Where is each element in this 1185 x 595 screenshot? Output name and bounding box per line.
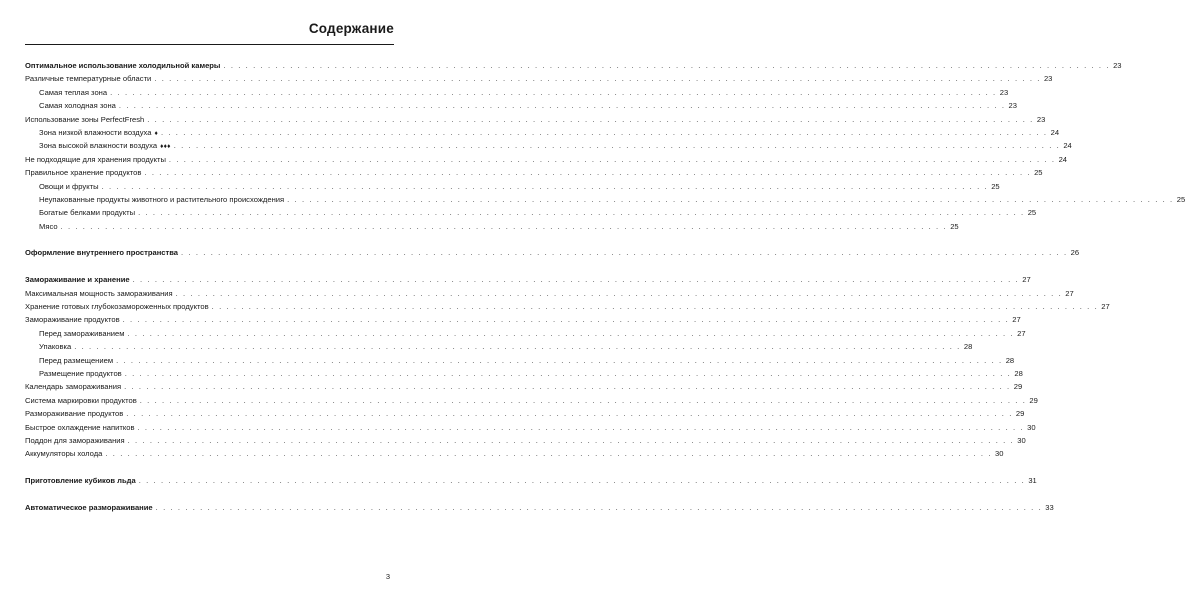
toc-entry-label: Быстрое охлаждение напитков [25, 422, 135, 432]
toc-entry-page: 28 [1014, 368, 1023, 378]
toc-entry-label: Аккумуляторы холода [25, 449, 103, 459]
dot-leader: . . . . . . . . . . . . . . . . . . . . . . . . . . . . . . . . . . . . . . . . . . . . . . . . . . . . . . . . . . . . . . . . . . . . . . . . . . . . . . . . . . . . . . . . . . . . . . . . . . . . . . . . . . . . . . . . . . . . . . . . [154, 74, 1041, 84]
toc-entry [25, 180, 1000, 193]
dot-leader: . . . . . . . . . . . . . . . . . . . . . . . . . . . . . . . . . . . . . . . . . . . . . . . . . . . . . . . . . . . . . . . . . . . . . . . . . . . . . . . . . . . . . . . . . . . . . . . . . . . . . . . . . . . . . . . . . . . . . . . . [126, 409, 1013, 419]
toc-entry-page: 25 [1027, 208, 1037, 218]
toc-entry [25, 327, 1026, 340]
toc-entry [25, 394, 1038, 407]
toc-entry-page: 23 [1008, 101, 1017, 111]
toc-entry-page: 25 [1176, 194, 1185, 204]
toc-entry-page: 27 [1022, 275, 1031, 285]
dot-leader: . . . . . . . . . . . . . . . . . . . . . . . . . . . . . . . . . . . . . . . . . . . . . . . . . . . . . . . . . . . . . . . . . . . . . . . . . . . . . . . . . . . . . . . . . . . . . . . . . . . . . . . . . . . . . . . . . . . . . . . . [223, 61, 1111, 70]
toc-entry-page: 28 [963, 342, 973, 352]
toc-entry-label: Автоматическое размораживание [25, 502, 153, 512]
dot-leader: . . . . . . . . . . . . . . . . . . . . . . . . . . . . . . . . . . . . . . . . . . . . . . . . . . . . . . . . . . . . . . . . . . . . . . . . . . . . . . . . . . . . . . . . . . . . . . . . . . . . . . . . . . . . . . . . . . . . . . . . [60, 221, 948, 231]
dot-leader: . . . . . . . . . . . . . . . . . . . . . . . . . . . . . . . . . . . . . . . . . . . . . . . . . . . . . . . . . . . . . . . . . . . . . . . . . . . . . . . . . . . . . . . . . . . . . . . . . . . . . . . . . . . . . . . . . . . . . . . . [127, 435, 1015, 445]
toc-entry-page: 27 [1065, 288, 1074, 298]
toc-entry [25, 447, 1004, 460]
toc-entry-page: 29 [1029, 395, 1038, 405]
toc-entry [25, 139, 1072, 152]
toc-entry-label: Размещение продуктов [39, 368, 122, 378]
toc-entry-label: Не подходящие для хранения продукты [25, 154, 166, 164]
dot-leader: . . . . . . . . . . . . . . . . . . . . . . . . . . . . . . . . . . . . . . . . . . . . . . . . . . . . . . . . . . . . . . . . . . . . . . . . . . . . . . . . . . . . . . . . . . . . . . . . . . . . . . . . . . . . . . . . . . . . . . . . [287, 194, 1174, 204]
toc-entry [25, 300, 1110, 313]
toc-entry-label: Приготовление кубиков льда [25, 476, 136, 486]
toc-entry-page: 25 [1034, 168, 1043, 178]
toc-entry-label: Замораживание продуктов [25, 315, 120, 325]
toc-entry [25, 380, 1023, 393]
toc-entry-label: Правильное хранение продуктов [25, 168, 142, 178]
dot-leader: . . . . . . . . . . . . . . . . . . . . . . . . . . . . . . . . . . . . . . . . . . . . . . . . . . . . . . . . . . . . . . . . . . . . . . . . . . . . . . . . . . . . . . . . . . . . . . . . . . . . . . . . . . . . . . . . . . . . . . . . [122, 315, 1010, 325]
dot-leader: . . . . . . . . . . . . . . . . . . . . . . . . . . . . . . . . . . . . . . . . . . . . . . . . . . . . . . . . . . . . . . . . . . . . . . . . . . . . . . . . . . . . . . . . . . . . . . . . . . . . . . . . . . . . . . . . . . . . . . . . [139, 395, 1027, 405]
toc-entry [25, 206, 1037, 219]
toc-entry-page: 29 [1013, 382, 1023, 392]
dot-leader: . . . . . . . . . . . . . . . . . . . . . . . . . . . . . . . . . . . . . . . . . . . . . . . . . . . . . . . . . . . . . . . . . . . . . . . . . . . . . . . . . . . . . . . . . . . . . . . . . . . . . . . . . . . . . . . . . . . . . . . . [211, 302, 1099, 312]
toc-entry-page: 26 [1070, 248, 1080, 258]
toc-entry-label: Неупакованные продукты животного и растительного происхождения [39, 194, 285, 204]
toc-entry-page: 28 [1005, 355, 1015, 365]
toc-entry [25, 287, 1074, 300]
toc-entry-page: 23 [1043, 74, 1053, 84]
toc-entry-label: Поддон для замораживания [25, 435, 125, 445]
toc-entry-label: Система маркировки продуктов [25, 395, 137, 405]
toc-entry-label: Богатые белками продукты [39, 208, 136, 218]
toc-entry-label: Замораживание и хранение [25, 275, 130, 285]
toc-entry-page: 30 [1027, 422, 1036, 432]
toc-entry-page: 24 [1063, 141, 1072, 151]
triple-droplet-icon: ♦♦♦ [160, 143, 171, 151]
toc-entry [25, 126, 1060, 139]
title-rule [25, 44, 394, 45]
dot-leader: . . . . . . . . . . . . . . . . . . . . . . . . . . . . . . . . . . . . . . . . . . . . . . . . . . . . . . . . . . . . . . . . . . . . . . . . . . . . . . . . . . . . . . . . . . . . . . . . . . . . . . . . . . . . . . . . . . . . . . . . [147, 114, 1034, 124]
toc-entry-label: Различные температурные области [25, 74, 152, 84]
toc-entry-page: 24 [1058, 154, 1068, 164]
dot-leader: . . . . . . . . . . . . . . . . . . . . . . . . . . . . . . . . . . . . . . . . . . . . . . . . . . . . . . . . . . . . . . . . . . . . . . . . . . . . . . . . . . . . . . . . . . . . . . . . . . . . . . . . . . . . . . . . . . . . . . . . [138, 208, 1025, 218]
dot-leader: . . . . . . . . . . . . . . . . . . . . . . . . . . . . . . . . . . . . . . . . . . . . . . . . . . . . . . . . . . . . . . . . . . . . . . . . . . . . . . . . . . . . . . . . . . . . . . . . . . . . . . . . . . . . . . . . . . . . . . . . [124, 368, 1012, 378]
toc-entry-label: Размораживание продуктов [25, 409, 124, 419]
toc-entry-label: Календарь замораживания [25, 382, 122, 392]
dot-leader: . . . . . . . . . . . . . . . . . . . . . . . . . . . . . . . . . . . . . . . . . . . . . . . . . . . . . . . . . . . . . . . . . . . . . . . . . . . . . . . . . . . . . . . . . . . . . . . . . . . . . . . . . . . . . . . . . . . . . . . . [181, 248, 1068, 258]
dot-leader: . . . . . . . . . . . . . . . . . . . . . . . . . . . . . . . . . . . . . . . . . . . . . . . . . . . . . . . . . . . . . . . . . . . . . . . . . . . . . . . . . . . . . . . . . . . . . . . . . . . . . . . . . . . . . . . . . . . . . . . . [105, 449, 993, 459]
toc-entry [25, 166, 1043, 179]
toc-entry [25, 99, 1017, 112]
toc-entry [25, 421, 1036, 434]
toc-entry-page: 23 [999, 87, 1009, 97]
toc-entry [25, 113, 1046, 126]
dot-leader: . . . . . . . . . . . . . . . . . . . . . . . . . . . . . . . . . . . . . . . . . . . . . . . . . . . . . . . . . . . . . . . . . . . . . . . . . . . . . . . . . . . . . . . . . . . . . . . . . . . . . . . . . . . . . . . . . . . . . . . . [160, 127, 1048, 137]
page-number: 3 [385, 572, 390, 581]
dot-leader: . . . . . . . . . . . . . . . . . . . . . . . . . . . . . . . . . . . . . . . . . . . . . . . . . . . . . . . . . . . . . . . . . . . . . . . . . . . . . . . . . . . . . . . . . . . . . . . . . . . . . . . . . . . . . . . . . . . . . . . . [127, 328, 1015, 338]
toc-entry-page: 30 [1017, 435, 1026, 445]
droplet-icon: ♦ [154, 129, 158, 137]
dot-leader: . . . . . . . . . . . . . . . . . . . . . . . . . . . . . . . . . . . . . . . . . . . . . . . . . . . . . . . . . . . . . . . . . . . . . . . . . . . . . . . . . . . . . . . . . . . . . . . . . . . . . . . . . . . . . . . . . . . . . . . . [74, 342, 961, 352]
toc-entry-page: 23 [1036, 114, 1046, 124]
dot-leader: . . . . . . . . . . . . . . . . . . . . . . . . . . . . . . . . . . . . . . . . . . . . . . . . . . . . . . . . . . . . . . . . . . . . . . . . . . . . . . . . . . . . . . . . . . . . . . . . . . . . . . . . . . . . . . . . . . . . . . . . [175, 288, 1063, 298]
toc-entry-page: 33 [1045, 502, 1054, 512]
dot-leader: . . . . . . . . . . . . . . . . . . . . . . . . . . . . . . . . . . . . . . . . . . . . . . . . . . . . . . . . . . . . . . . . . . . . . . . . . . . . . . . . . . . . . . . . . . . . . . . . . . . . . . . . . . . . . . . . . . . . . . . . [168, 154, 1056, 164]
dot-leader: . . . . . . . . . . . . . . . . . . . . . . . . . . . . . . . . . . . . . . . . . . . . . . . . . . . . . . . . . . . . . . . . . . . . . . . . . . . . . . . . . . . . . . . . . . . . . . . . . . . . . . . . . . . . . . . . . . . . . . . . [137, 422, 1025, 432]
toc-entry [25, 340, 973, 353]
toc-entry [25, 501, 1054, 514]
toc-entry [25, 474, 1037, 487]
toc-entry [25, 354, 1015, 367]
toc-entry-label: Оптимальное использование холодильной камеры [25, 61, 221, 70]
toc-entry [25, 313, 1021, 326]
toc-entry-page: 27 [1017, 328, 1026, 338]
toc-entry [25, 246, 1080, 259]
toc-entry [25, 407, 1025, 420]
toc-entry [25, 86, 1009, 99]
dot-leader: . . . . . . . . . . . . . . . . . . . . . . . . . . . . . . . . . . . . . . . . . . . . . . . . . . . . . . . . . . . . . . . . . . . . . . . . . . . . . . . . . . . . . . . . . . . . . . . . . . . . . . . . . . . . . . . . . . . . . . . . [118, 101, 1006, 111]
dot-leader: . . . . . . . . . . . . . . . . . . . . . . . . . . . . . . . . . . . . . . . . . . . . . . . . . . . . . . . . . . . . . . . . . . . . . . . . . . . . . . . . . . . . . . . . . . . . . . . . . . . . . . . . . . . . . . . . . . . . . . . . [110, 87, 997, 97]
toc-entry [25, 434, 1026, 447]
toc-entry [25, 367, 1023, 380]
toc-entry-page: 25 [991, 181, 1000, 191]
toc-entry-page: 30 [995, 449, 1004, 459]
toc-entry-label: Использование зоны PerfectFresh [25, 114, 145, 124]
dot-leader: . . . . . . . . . . . . . . . . . . . . . . . . . . . . . . . . . . . . . . . . . . . . . . . . . . . . . . . . . . . . . . . . . . . . . . . . . . . . . . . . . . . . . . . . . . . . . . . . . . . . . . . . . . . . . . . . . . . . . . . . [101, 181, 989, 191]
dot-leader: . . . . . . . . . . . . . . . . . . . . . . . . . . . . . . . . . . . . . . . . . . . . . . . . . . . . . . . . . . . . . . . . . . . . . . . . . . . . . . . . . . . . . . . . . . . . . . . . . . . . . . . . . . . . . . . . . . . . . . . . [138, 476, 1026, 486]
dot-leader: . . . . . . . . . . . . . . . . . . . . . . . . . . . . . . . . . . . . . . . . . . . . . . . . . . . . . . . . . . . . . . . . . . . . . . . . . . . . . . . . . . . . . . . . . . . . . . . . . . . . . . . . . . . . . . . . . . . . . . . . [144, 168, 1032, 178]
toc-entry-page: 27 [1012, 315, 1021, 325]
toc-entry-page: 24 [1050, 127, 1060, 137]
toc-entry [25, 273, 1031, 286]
dot-leader: . . . . . . . . . . . . . . . . . . . . . . . . . . . . . . . . . . . . . . . . . . . . . . . . . . . . . . . . . . . . . . . . . . . . . . . . . . . . . . . . . . . . . . . . . . . . . . . . . . . . . . . . . . . . . . . . . . . . . . . . [116, 355, 1003, 365]
toc-entry [25, 72, 1053, 85]
page-title: Содержание [308, 21, 394, 36]
toc-entry-page: 31 [1028, 476, 1037, 486]
dot-leader: . . . . . . . . . . . . . . . . . . . . . . . . . . . . . . . . . . . . . . . . . . . . . . . . . . . . . . . . . . . . . . . . . . . . . . . . . . . . . . . . . . . . . . . . . . . . . . . . . . . . . . . . . . . . . . . . . . . . . . . . [173, 141, 1061, 151]
toc-entry-label: Самая холодная зона [39, 101, 116, 111]
dot-leader: . . . . . . . . . . . . . . . . . . . . . . . . . . . . . . . . . . . . . . . . . . . . . . . . . . . . . . . . . . . . . . . . . . . . . . . . . . . . . . . . . . . . . . . . . . . . . . . . . . . . . . . . . . . . . . . . . . . . . . . . [132, 275, 1020, 285]
table-of-contents [25, 59, 1185, 514]
toc-entry-page: 27 [1101, 302, 1110, 312]
toc-entry-label: Оформление внутреннего пространства [25, 248, 179, 258]
toc-entry [25, 193, 1185, 206]
toc-entry-label: Зона высокой влажности воздуха [39, 141, 158, 151]
toc-entry-label: Перед размещением [39, 355, 114, 365]
toc-entry-label: Хранение готовых глубокозамороженных продуктов [25, 302, 209, 312]
toc-entry [25, 220, 959, 233]
toc-entry-label: Овощи и фрукты [39, 181, 99, 191]
toc-entry-label: Перед замораживанием [39, 328, 125, 338]
toc-entry-page: 23 [1113, 61, 1122, 70]
toc-entry-label: Мясо [39, 221, 58, 231]
toc-entry-label: Максимальная мощность замораживания [25, 288, 173, 298]
dot-leader: . . . . . . . . . . . . . . . . . . . . . . . . . . . . . . . . . . . . . . . . . . . . . . . . . . . . . . . . . . . . . . . . . . . . . . . . . . . . . . . . . . . . . . . . . . . . . . . . . . . . . . . . . . . . . . . . . . . . . . . . [155, 502, 1043, 512]
toc-entry-page: 29 [1015, 409, 1025, 419]
toc-entry-label: Самая теплая зона [39, 87, 108, 97]
toc-entry [25, 153, 1068, 166]
toc-entry-label: Зона низкой влажности воздуха [39, 127, 152, 137]
toc-entry-label: Упаковка [39, 342, 72, 352]
toc-entry-page: 25 [950, 221, 959, 231]
dot-leader: . . . . . . . . . . . . . . . . . . . . . . . . . . . . . . . . . . . . . . . . . . . . . . . . . . . . . . . . . . . . . . . . . . . . . . . . . . . . . . . . . . . . . . . . . . . . . . . . . . . . . . . . . . . . . . . . . . . . . . . . [124, 382, 1011, 392]
toc-entry [25, 59, 1122, 72]
